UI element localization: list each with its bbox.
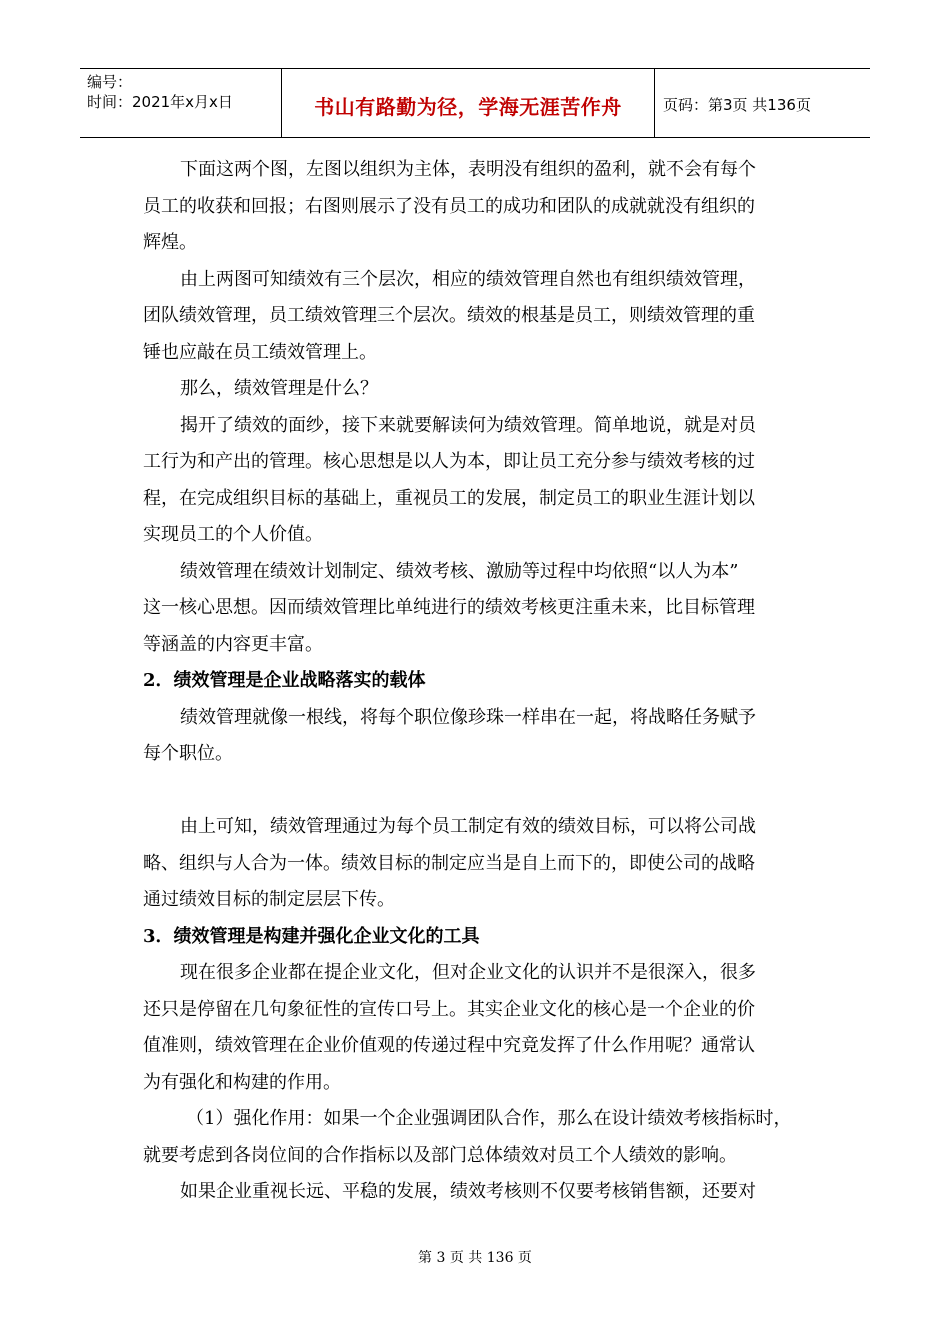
header-page-info: 页码：第3页 共136页 [663, 95, 811, 114]
text-line: 现在很多企业都在提企业文化，但对企业文化的认识并不是很深入，很多 [180, 962, 756, 983]
document-time-label: 时间：2021年x月x日 [87, 93, 233, 111]
text-line: 等涵盖的内容更丰富。 [143, 633, 323, 655]
text-line: 值准则，绩效管理在企业价值观的传递过程中究竟发挥了什么作用呢？通常认 [143, 1035, 755, 1056]
text-line: 绩效管理在绩效计划制定、绩效考核、激励等过程中均依照“以人为本” [180, 560, 739, 582]
text-line: 如果企业重视长远、平稳的发展，绩效考核则不仅要考核销售额，还要对 [180, 1181, 756, 1202]
text-line: 这一核心思想。因而绩效管理比单纯进行的绩效考核更注重未来，比目标管理 [143, 597, 755, 618]
text-line: 由上两图可知绩效有三个层次，相应的绩效管理自然也有组织绩效管理， [180, 268, 756, 290]
paragraph-7 [143, 809, 823, 919]
text-line: 实现员工的个人价值。 [143, 524, 323, 545]
text-line: 就要考虑到各岗位间的合作指标以及部门总体绩效对员工个人绩效的影响。 [143, 1144, 737, 1166]
text-line: 辉煌。 [143, 232, 197, 253]
text-line: （1）强化作用：如果一个企业强调团队合作，那么在设计绩效考核指标时， [186, 1108, 792, 1129]
paragraph-5 [143, 554, 823, 664]
paragraph-2 [143, 262, 823, 372]
header-table [80, 68, 870, 138]
text-line: 通过绩效目标的制定层层下传。 [143, 889, 395, 910]
paragraph-8 [143, 955, 823, 1101]
document-body [143, 152, 823, 1211]
text-line: 还只是停留在几句象征性的宣传口号上。其实企业文化的核心是一个企业的价 [143, 998, 755, 1020]
document-number-label: 编号： [87, 73, 133, 91]
blank-gap [143, 773, 823, 810]
paragraph-10 [143, 1174, 823, 1211]
text-line: 程，在完成组织目标的基础上，重视员工的发展，制定员工的职业生涯计划以 [143, 487, 755, 509]
text-line: 绩效管理就像一根线，将每个职位像珍珠一样串在一起，将战略任务赋予 [180, 706, 756, 728]
text-line: 锤也应敲在员工绩效管理上。 [143, 341, 377, 363]
header-meta-cell [80, 69, 282, 137]
paragraph-4 [143, 408, 823, 554]
text-line: 下面这两个图，左图以组织为主体，表明没有组织的盈利，就不会有每个 [180, 159, 756, 180]
section-heading-2: 2．绩效管理是企业战略落实的载体 [143, 670, 426, 691]
text-line: 员工的收获和回报；右图则展示了没有员工的成功和团队的成就就没有组织的 [143, 195, 755, 217]
paragraph-6 [143, 700, 823, 773]
page-footer: 第 3 页 共 136 页 [418, 1250, 532, 1266]
text-line: 为有强化和构建的作用。 [143, 1071, 341, 1093]
text-line: 由上可知，绩效管理通过为每个员工制定有效的绩效目标，可以将公司战 [180, 816, 756, 837]
text-line: 每个职位。 [143, 743, 233, 764]
text-line: 工行为和产出的管理。核心思想是以人为本，即让员工充分参与绩效考核的过 [143, 451, 755, 472]
paragraph-9 [143, 1101, 823, 1174]
text-line: 略、组织与人合为一体。绩效目标的制定应当是自上而下的，即使公司的战略 [143, 852, 755, 874]
text-line: 团队绩效管理，员工绩效管理三个层次。绩效的根基是员工，则绩效管理的重 [143, 305, 755, 326]
paragraph-1 [143, 152, 823, 262]
text-line: 揭开了绩效的面纱，接下来就要解读何为绩效管理。简单地说，就是对员 [180, 414, 756, 436]
text-line: 那么，绩效管理是什么？ [180, 378, 378, 399]
paragraph-3 [143, 371, 823, 408]
section-heading-3: 3．绩效管理是构建并强化企业文化的工具 [143, 925, 480, 947]
header-motto: 书山有路勤为径，学海无涯苦作舟 [282, 69, 655, 137]
